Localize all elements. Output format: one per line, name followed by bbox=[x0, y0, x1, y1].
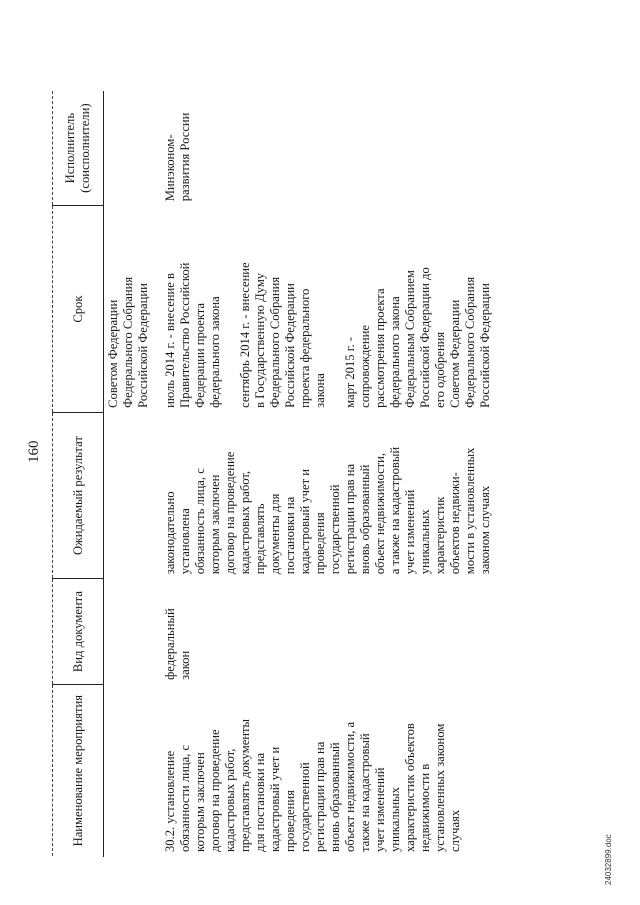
text-line: проведения bbox=[313, 512, 327, 575]
text-line: развития России bbox=[178, 112, 192, 202]
document-code: 24032899.doc bbox=[604, 834, 613, 885]
header-name: Наименование мероприятия bbox=[53, 684, 104, 856]
text-line: объектов недвижи- bbox=[448, 472, 462, 575]
measure-name-cell bbox=[153, 684, 495, 856]
text-line: федерального закона bbox=[388, 296, 402, 408]
text-line: Федерации проекта bbox=[193, 302, 207, 408]
text-line: Советом Федерации bbox=[448, 299, 462, 408]
text-line: кадастровых работ, bbox=[238, 470, 252, 575]
text-line: уникальных bbox=[418, 509, 432, 575]
text-line: Федеральным Собранием bbox=[403, 270, 417, 408]
text-line: учет изменений bbox=[403, 489, 417, 575]
text-line: закона bbox=[313, 373, 327, 408]
text-line: постановки на bbox=[283, 496, 297, 575]
doc-type-cell bbox=[153, 579, 495, 685]
text-line: объект недвижимости, а bbox=[343, 721, 357, 852]
text-line: законом случаях bbox=[478, 485, 492, 575]
text-line: проведения bbox=[283, 790, 297, 852]
text-line: которым заключен bbox=[193, 752, 207, 852]
text-line: вновь образованный bbox=[328, 742, 342, 852]
text-line: характеристик объектов bbox=[403, 723, 417, 852]
header-term: Срок bbox=[53, 206, 104, 413]
text-line: Российской Федерации bbox=[478, 283, 492, 408]
text-line: договор на проведение bbox=[223, 451, 237, 575]
measures-table bbox=[52, 91, 495, 857]
text-line: государственной bbox=[328, 484, 342, 575]
text-line: установлена bbox=[178, 508, 192, 575]
text-line: обязанности лица, с bbox=[178, 744, 192, 852]
table-header-row bbox=[53, 91, 104, 857]
table-row bbox=[153, 91, 495, 857]
text-line: 30.2. установление bbox=[163, 750, 177, 852]
term-cell bbox=[153, 206, 495, 413]
text-line: Российской Федерации bbox=[136, 283, 150, 408]
text-line: также на кадастровый bbox=[358, 733, 372, 852]
text-line: сопровождение bbox=[358, 325, 372, 408]
text-line: законодательно bbox=[163, 491, 177, 575]
expected-result-cell bbox=[153, 412, 495, 578]
text-line: Минэконом- bbox=[163, 134, 177, 202]
text-line: в Государственную Думу bbox=[253, 272, 267, 408]
carryover-term-cell bbox=[104, 206, 154, 413]
text-line: Федерального Собрания bbox=[121, 276, 135, 408]
text-line: федеральный bbox=[163, 608, 177, 680]
text-line: объект недвижимости, bbox=[373, 452, 387, 575]
text-line: кадастровый учет и bbox=[298, 469, 312, 575]
text-line: Федерального Собрания bbox=[268, 276, 282, 408]
header-result: Ожидаемый результат bbox=[53, 412, 104, 578]
text-line: его одобрения bbox=[433, 331, 447, 408]
text-line: учет изменений bbox=[373, 767, 387, 852]
text-line: кадастровых работ, bbox=[223, 748, 237, 852]
text-line: уникальных bbox=[388, 787, 402, 852]
text-line: а также на кадастровый bbox=[388, 446, 402, 575]
text-line: государственной bbox=[298, 762, 312, 852]
text-line: Российской Федерации до bbox=[418, 267, 432, 408]
text-line: март 2015 г. - bbox=[343, 337, 357, 408]
text-line: для постановки на bbox=[253, 752, 267, 852]
page-number: 160 bbox=[26, 440, 42, 463]
text-line: документы для bbox=[268, 493, 282, 575]
text-line: Федерального Собрания bbox=[463, 276, 477, 408]
carryover-row bbox=[104, 91, 154, 857]
text-line: мости в установленных bbox=[463, 447, 477, 575]
text-line: представлять документы bbox=[238, 719, 252, 852]
text-line: представлять bbox=[253, 503, 267, 575]
text-line: вновь образованный bbox=[358, 464, 372, 575]
text-line: рассмотрения проекта bbox=[373, 288, 387, 408]
text-line: регистрации прав на bbox=[343, 463, 357, 575]
text-line: федерального закона bbox=[208, 296, 222, 408]
text-line bbox=[223, 210, 238, 408]
text-line bbox=[328, 210, 343, 408]
text-line: сентябрь 2014 г. - внесение bbox=[238, 262, 252, 408]
text-line: характеристик bbox=[433, 496, 447, 575]
text-line: установленных законом bbox=[433, 723, 447, 852]
text-line: которым заключен bbox=[208, 474, 222, 575]
text-line: проекта федерального bbox=[298, 288, 312, 408]
header-executor: Исполнитель (соисполнители) bbox=[53, 91, 104, 206]
text-line: Правительство Российской bbox=[178, 262, 192, 408]
text-line: недвижимости в bbox=[418, 763, 432, 852]
text-line: закон bbox=[178, 650, 192, 680]
text-line: регистрации прав на bbox=[313, 741, 327, 852]
text-line: Советом Федерации bbox=[106, 299, 120, 408]
text-line: Российской Федерации bbox=[283, 283, 297, 408]
text-line: кадастровый учет и bbox=[268, 746, 282, 852]
executor-cell bbox=[153, 91, 495, 206]
header-doc-type: Вид документа bbox=[53, 579, 104, 685]
text-line: июль 2014 г. - внесение в bbox=[163, 273, 177, 408]
text-line: договор на проведение bbox=[208, 729, 222, 852]
text-line: случаях bbox=[448, 809, 462, 852]
text-line: обязанность лица, с bbox=[193, 468, 207, 575]
